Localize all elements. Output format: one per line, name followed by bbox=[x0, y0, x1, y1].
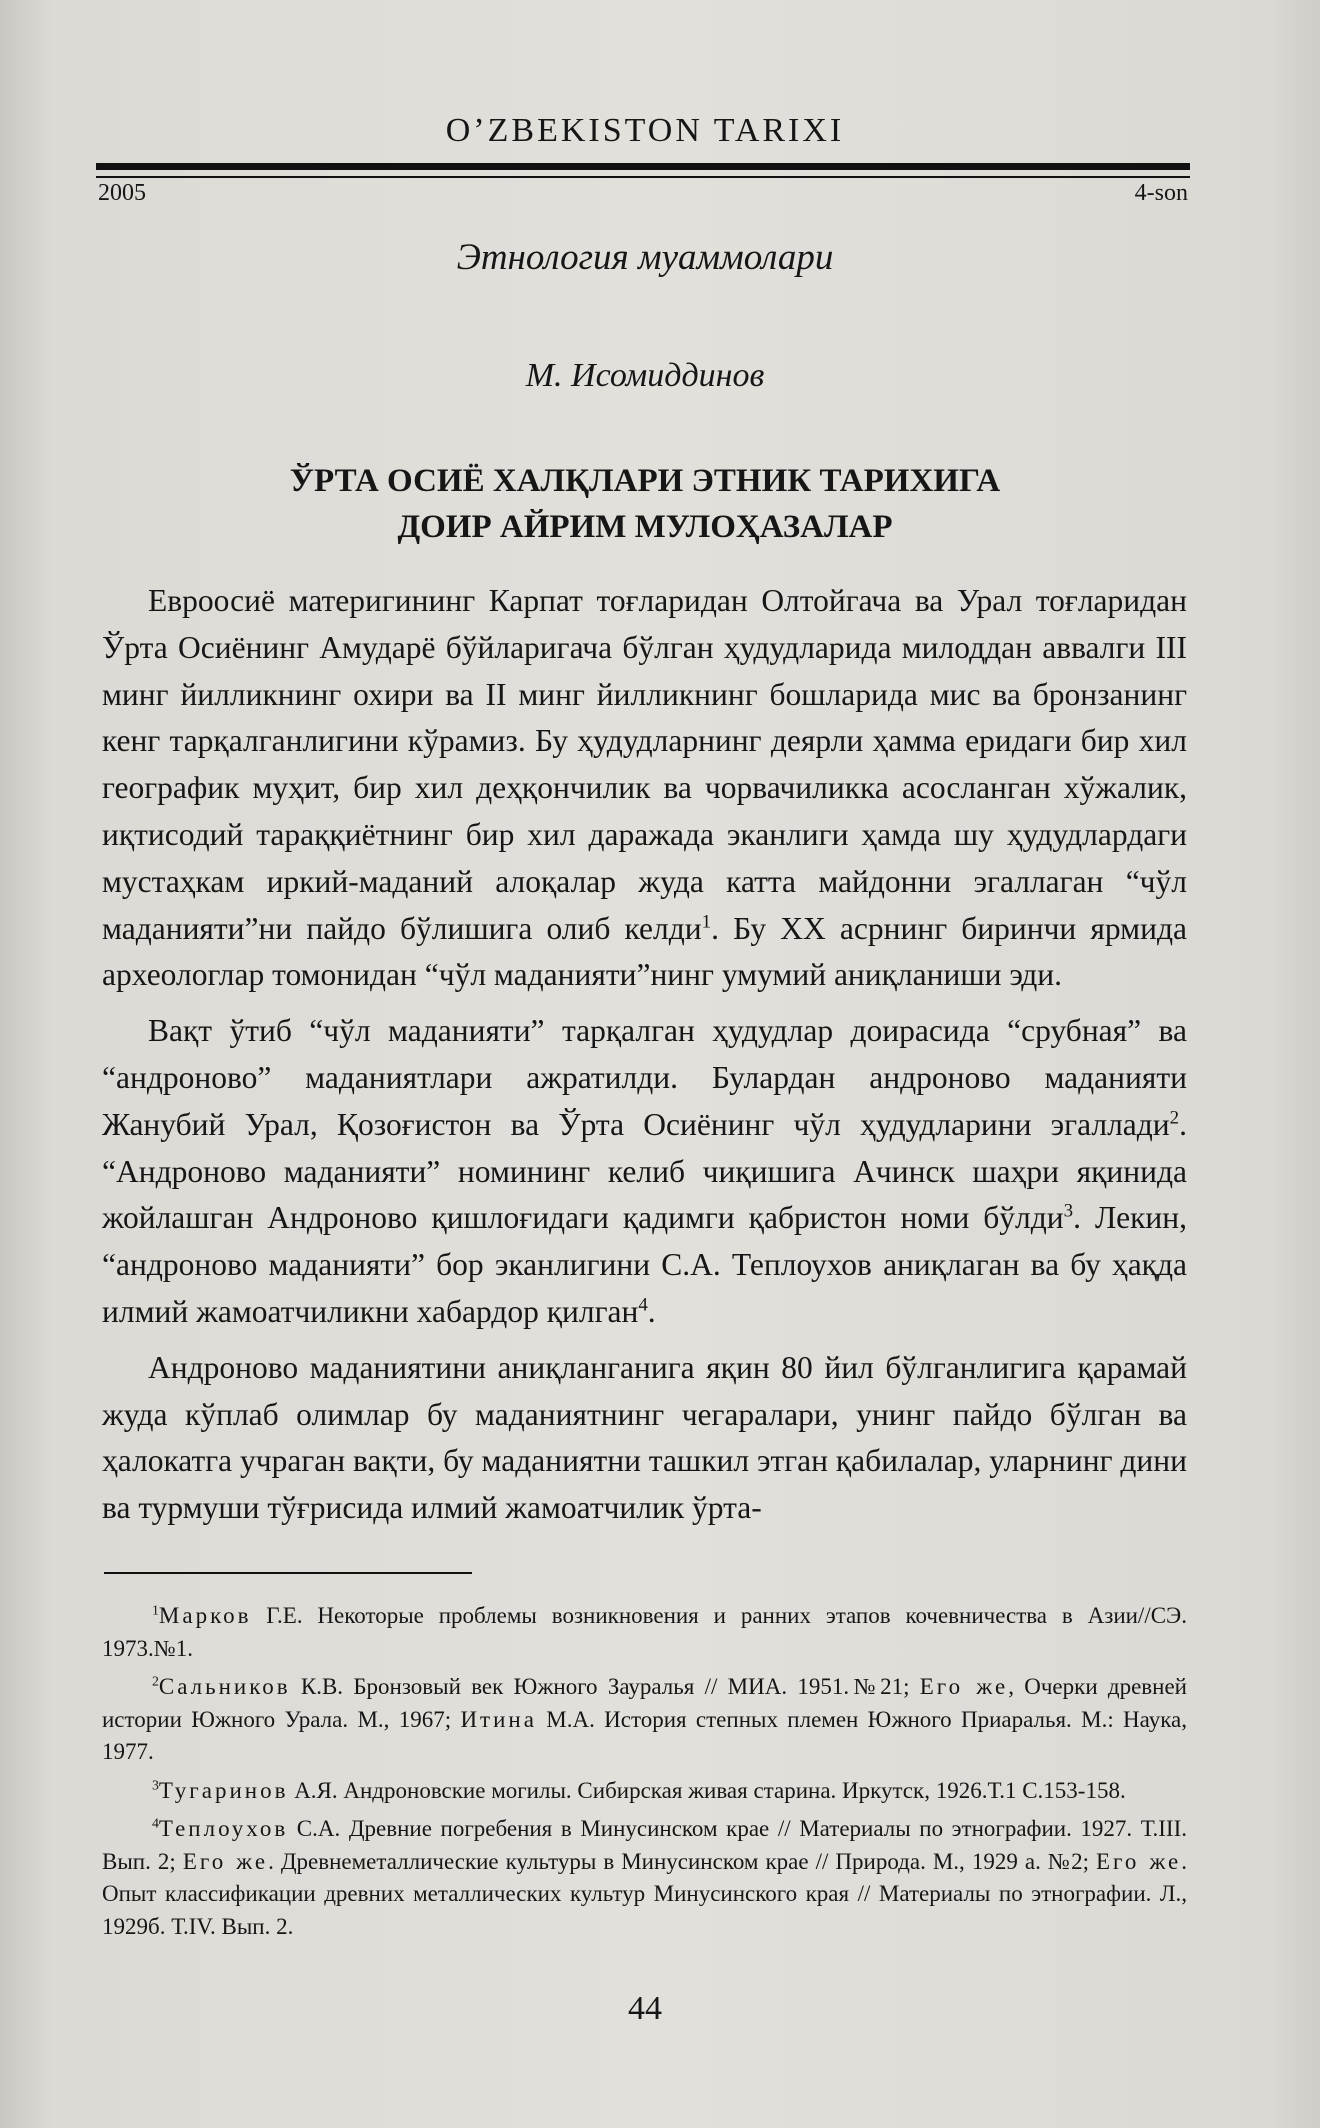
issue-year: 2005 bbox=[98, 180, 146, 206]
footnote-ref-4: 4 bbox=[638, 1294, 648, 1316]
journal-title: O’ZBEKISTON TARIXI bbox=[445, 112, 845, 149]
paragraph-2: Вақт ўтиб “чўл маданияти” тарқалган ҳудудлар доирасида “срубная” ва “андроново” маданиятлари ажратилди. Булардан андроново маданияти Жанубий Урал, Қозоғистон ва Ўрта Осиёнинг чўл ҳудудларини эгаллади$^2$. “Андроново маданияти” номининг келиб чиқишига Ачинск шаҳри яқинида жойлашган Андроново қишлоғидаги қадимги қабристон номи бўлди$^3$. Лекин, “андроново маданияти” бор эканлигини С.А. Теплоухов аниқлаган ва бу ҳақда илмий жамоатчиликни хабардор қилган$^4$. bbox=[102, 1013, 1187, 1329]
issue-number: 4-son bbox=[1134, 180, 1188, 206]
article-title-line-1: ЎРТА ОСИЁ ХАЛҚЛАРИ ЭТНИК ТАРИХИГА bbox=[289, 463, 1001, 499]
footnotes bbox=[102, 1600, 1187, 1949]
footnote-3: $^3$Тугаринов А.Я. Андроновские могилы. Сибирская живая старина. Иркутск, 1926.Т.1 С.153-158. bbox=[152, 1776, 1126, 1803]
page-number: 44 bbox=[628, 1990, 662, 2027]
footnote-2: $^2$Сальников К.В. Бронзовый век Южного Зауралья // МИА. 1951.№21; Его же, Очерки древней истории Южного Урала. М., 1967; Итина М.А. История степных племен Южного Приаралья. М.: Наука, 1977. bbox=[102, 1673, 1187, 1764]
header-rule-thick bbox=[96, 163, 1190, 170]
footnote-ref-2: 2 bbox=[1169, 1107, 1180, 1129]
footnote-1: $^1$Марков Г.Е. Некоторые проблемы возникновения и ранних этапов кочевничества в Азии//СЭ. 1973.№1. bbox=[102, 1602, 1187, 1661]
header-rule-thin bbox=[96, 176, 1190, 178]
article-title-line-2: ДОИР АЙРИМ МУЛОҲАЗАЛАР bbox=[397, 509, 893, 545]
footnote-separator bbox=[104, 1572, 472, 1574]
footnote-4: $^4$Теплоухов С.А. Древние погребения в Минусинском крае // Материалы по этнографии. 1927. Т.III. Вып. 2; Его же. Древнеметаллические культуры в Минусинском крае // Природа. М., 1929 а. №2; Его же. Опыт классификации древних металлических культур Минусинского края // Материалы по этнографии. Л., 1929б. Т.IV. Вып. 2. bbox=[102, 1815, 1187, 1939]
paragraph-1: Евроосиё материгининг Карпат тоғларидан Олтойгача ва Урал тоғларидан Ўрта Осиёнинг Амударё бўйларигача бўлган ҳудудларида милоддан аввалги III минг йилликнинг охири ва II минг йилликнинг бошларида мис ва бронзанинг кенг тарқалганлигини кўрамиз. Бу ҳудудларнинг деярли ҳамма еридаги бир хил географик муҳит, бир хил деҳқончилик ва чорвачиликка асосланган хўжалик, иқтисодий тараққиётнинг бир хил даражада эканлиги ҳамда шу ҳудудлардаги мустаҳкам иркий-маданий алоқалар жуда катта майдонни эгаллаган “чўл маданияти”ни пайдо бўлишига олиб келди$^1$. Бу XX асрнинг биринчи ярмида археологлар томонидан “чўл маданияти”нинг умумий аниқланиши эди. bbox=[102, 583, 1187, 993]
footnote-ref-1: 1 bbox=[701, 911, 712, 933]
article-body bbox=[102, 578, 1187, 1541]
section-heading: Этнология муаммолари bbox=[456, 237, 834, 278]
footnote-ref-3: 3 bbox=[1063, 1200, 1074, 1222]
article-author: М. Исомиддинов bbox=[525, 357, 765, 394]
paragraph-3: Андроново маданиятини аниқланганига яқин 80 йил бўлганлигига қарамай жуда кўплаб олимлар бу маданиятнинг чегаралари, унинг пайдо бўлган ва ҳалокатга учраган вақти, бу маданиятни ташкил этган қабилалар, уларнинг дини ва турмуши тўғрисида илмий жамоатчилик ўрта- bbox=[102, 1349, 1187, 1526]
article-title bbox=[100, 458, 1190, 550]
